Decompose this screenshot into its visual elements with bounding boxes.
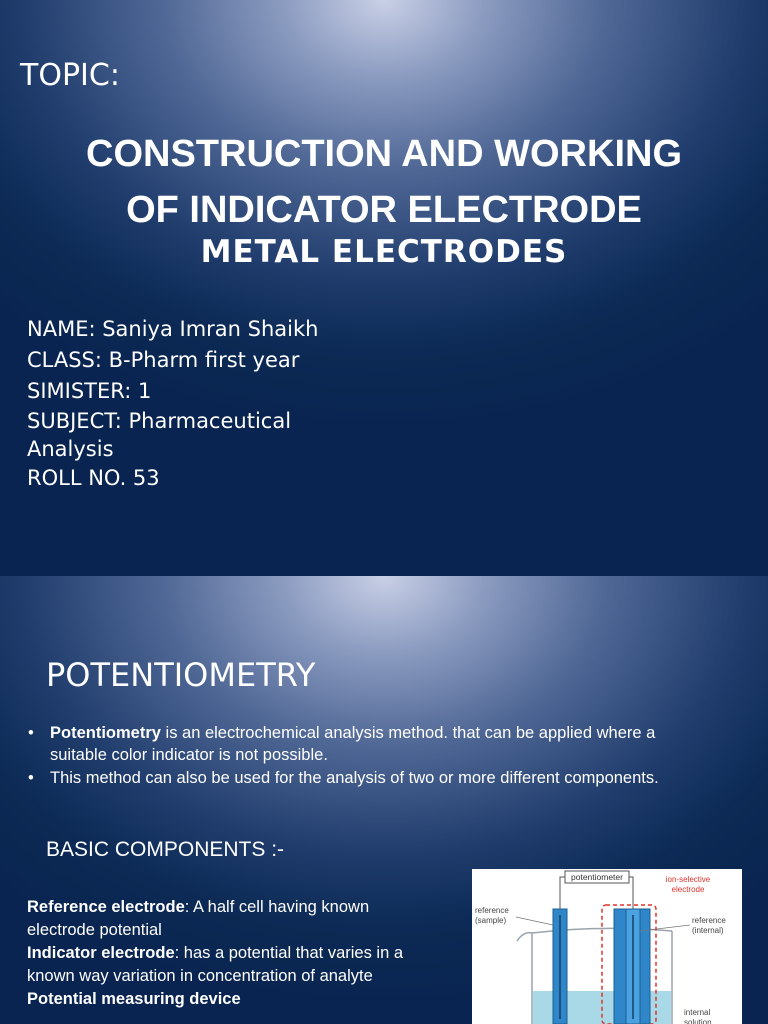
bullet-dot: • [28, 769, 34, 787]
potentiometry-diagram [472, 869, 742, 1024]
bullet-text: is an electrochemical analysis method. that can be applied where a [160, 724, 656, 742]
label-reference-sample-cont: (sample) [475, 916, 507, 925]
bullet-dot: • [28, 724, 34, 742]
basic-components-heading: BASIC COMPONENTS :- [46, 838, 285, 861]
definitions [27, 896, 447, 1011]
bullet-text-cont: suitable color indicator is not possible. [50, 746, 328, 764]
ref-desc: : A half cell having known [184, 898, 370, 916]
bullet-text: This method can also be used for the analysis of two or more different components. [50, 769, 659, 787]
potentiometry-slide [0, 576, 768, 1024]
bullet-item [28, 722, 728, 766]
label-internal-solution-cont: solution [684, 1018, 712, 1024]
label-reference-internal-cont: (internal) [692, 926, 724, 935]
bullet-term: Potentiometry [50, 724, 161, 742]
ind-term: Indicator electrode [27, 944, 175, 962]
label-reference-sample: reference [475, 906, 509, 915]
info-roll: ROLL NO. 53 [27, 466, 160, 490]
slide-subtitle: METAL ELECTRODES [200, 234, 568, 270]
leader-line [516, 917, 553, 925]
ind-desc-cont: known way variation in concentration of analyte [27, 967, 373, 985]
info-name: NAME: Saniya Imran Shaikh [27, 317, 319, 341]
info-subject: SUBJECT: Pharmaceutical [27, 409, 292, 433]
slide-title [0, 126, 768, 238]
device-term: Potential measuring device [27, 990, 241, 1008]
ref-desc-cont: electrode potential [27, 921, 162, 939]
bullet-list [28, 722, 728, 790]
slide-title: POTENTIOMETRY [46, 656, 316, 694]
ind-desc: : has a potential that varies in a [174, 944, 404, 962]
bullet-item [28, 767, 728, 789]
info-subject-cont: Analysis [27, 437, 114, 461]
potentiometer-label: potentiometer [571, 872, 623, 882]
diagram-svg [472, 869, 742, 1024]
topic-label: TOPIC: [20, 58, 120, 93]
title-line-1: CONSTRUCTION AND WORKING [86, 133, 682, 175]
ref-term: Reference electrode [27, 898, 185, 916]
title-line-2: OF INDICATOR ELECTRODE [126, 189, 642, 231]
student-info [27, 314, 367, 494]
info-class: CLASS: B-Pharm first year [27, 348, 300, 372]
label-reference-internal: reference [692, 916, 726, 925]
label-internal-solution: internal [684, 1008, 711, 1017]
label-ion-selective-cont: electrode [671, 885, 705, 894]
label-ion-selective: ion-selective [665, 875, 711, 884]
info-semester: SIMISTER: 1 [27, 379, 152, 403]
